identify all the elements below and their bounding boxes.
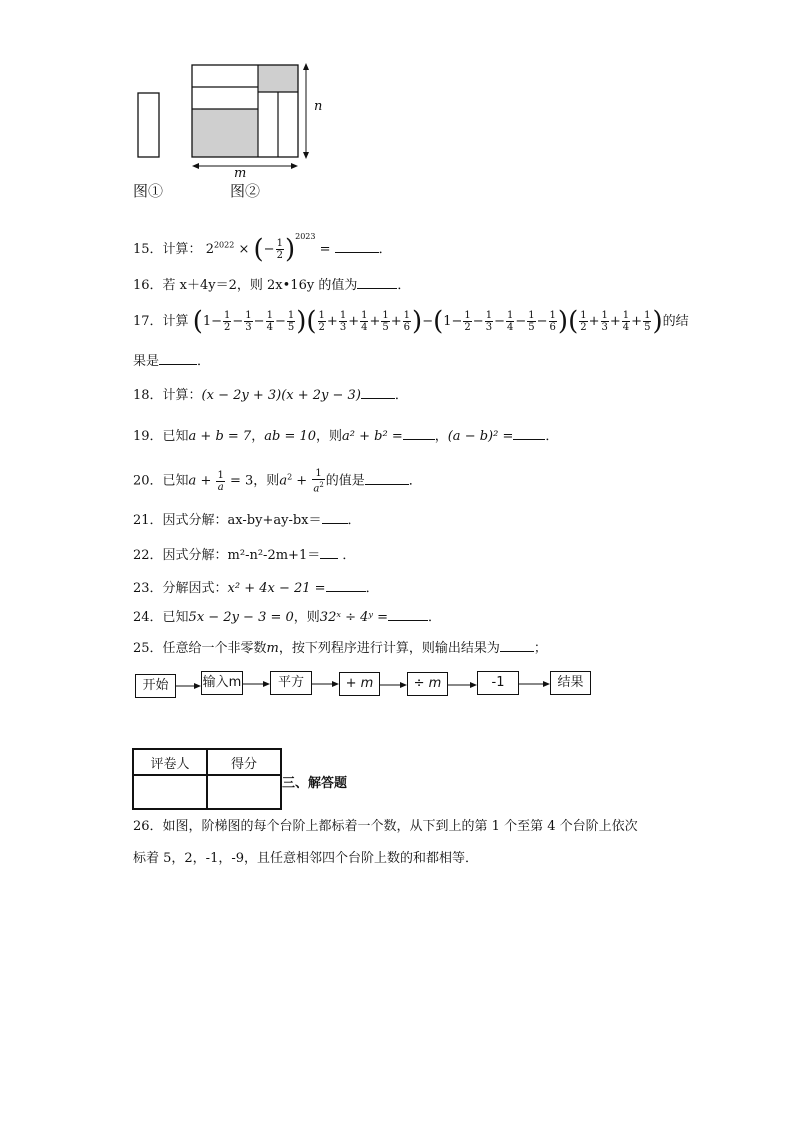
- flow-plus-m: + m: [339, 672, 380, 696]
- caption-figure2: 图②: [230, 182, 261, 200]
- flow-start: 开始: [135, 674, 176, 698]
- question-22: 22．因式分解：m²-n²-2m+1＝ ．: [133, 548, 356, 563]
- flow-result: 结果: [550, 671, 591, 695]
- score-header-score: 得分: [207, 749, 281, 775]
- figure1-rect: [138, 93, 159, 157]
- question-15: 15．计算： $2^{2022}$ × (− $\frac{1}{2}$ )$^{2023}$ = ．: [133, 232, 392, 265]
- answer-blank-23[interactable]: [326, 579, 366, 592]
- caption-figure1: 图①: [133, 182, 164, 200]
- flow-square: 平方: [270, 671, 312, 695]
- figure2-shaded-top: [258, 65, 298, 92]
- answer-blank-24[interactable]: [388, 608, 428, 621]
- answer-blank-25[interactable]: [500, 639, 534, 652]
- answer-blank-21[interactable]: [322, 511, 348, 524]
- question-18: 18．计算：(x − 2y + 3)(x + 2y − 3) ．: [133, 388, 408, 403]
- flow-minus-one: -1: [477, 671, 519, 695]
- flow-divide-m: ÷ m: [407, 672, 448, 696]
- answer-blank-19b[interactable]: [513, 427, 545, 440]
- score-header-grader: 评卷人: [133, 749, 207, 775]
- flow-arrows: [130, 660, 600, 700]
- flow-input-m: 输入m: [201, 671, 243, 695]
- question-17: 17．计算 (1− $\frac{1}{2}$ − $\frac{1}{3}$ − $\frac{1}{4}$ − $\frac{1}{5}$ )( $\frac{1}{2}$ + $\frac{1}{3}$ + $\frac{1}{4}$ + $\frac{1}{5}$ + $\frac{1}{6}$ )−(1− $\frac{1}{2}$ − $\frac{1}{3}$ − $\frac{1}{4}$ − $\frac{1}{5}$ − $\frac{1}{6}$ )( $\frac{1}{2}$ + $\frac{1}{3}$ + $\frac{1}{4}$ + $\frac{1}{5}$ )的结: [133, 306, 689, 337]
- question-26-line2: 标着 5，2，-1，-9，且任意相邻四个台阶上数的和都相等．: [133, 851, 479, 866]
- answer-blank-18[interactable]: [361, 386, 395, 399]
- question-20: 20．已知a + $\frac{1}{a}$ = 3，则$a^2$ + $\frac{1}{a^2}$ 的值是 ．: [133, 468, 422, 495]
- answer-blank-19a[interactable]: [403, 427, 435, 440]
- score-table: [132, 748, 282, 810]
- rectangle-figures: [130, 60, 330, 200]
- label-n: n: [314, 99, 323, 114]
- question-25: 25．任意给一个非零数m，按下列程序进行计算，则输出结果为 ；: [133, 641, 547, 656]
- question-21: 21．因式分解：ax-by+ay-bx＝ ．: [133, 513, 361, 528]
- score-cell-grader[interactable]: [133, 775, 207, 809]
- question-24: 24．已知5x − 2y − 3 = 0，则32ˣ ÷ 4ʸ = ．: [133, 610, 442, 625]
- answer-blank-22[interactable]: [320, 546, 338, 559]
- score-cell-score[interactable]: [207, 775, 281, 809]
- question-17-line2: 果是 ．: [133, 354, 211, 369]
- question-19: 19．已知a + b = 7，ab = 10，则a² + b² = ，(a − b)² = ．: [133, 429, 559, 444]
- answer-blank-17[interactable]: [159, 352, 197, 365]
- answer-blank-16[interactable]: [357, 276, 397, 289]
- question-16: 16．若 x＋4y＝2，则 2x•16y 的值为 ．: [133, 278, 411, 293]
- answer-blank-20[interactable]: [365, 472, 409, 485]
- figure2-shaded-left: [192, 109, 258, 157]
- question-23: 23．分解因式：x² + 4x − 21 = ．: [133, 581, 379, 596]
- label-m: m: [234, 166, 247, 181]
- section-title: 三、解答题: [282, 776, 348, 791]
- question-26-line1: 26．如图，阶梯图的每个台阶上都标着一个数，从下到上的第 1 个至第 4 个台阶上依次: [133, 819, 638, 834]
- answer-blank-15[interactable]: [335, 240, 379, 253]
